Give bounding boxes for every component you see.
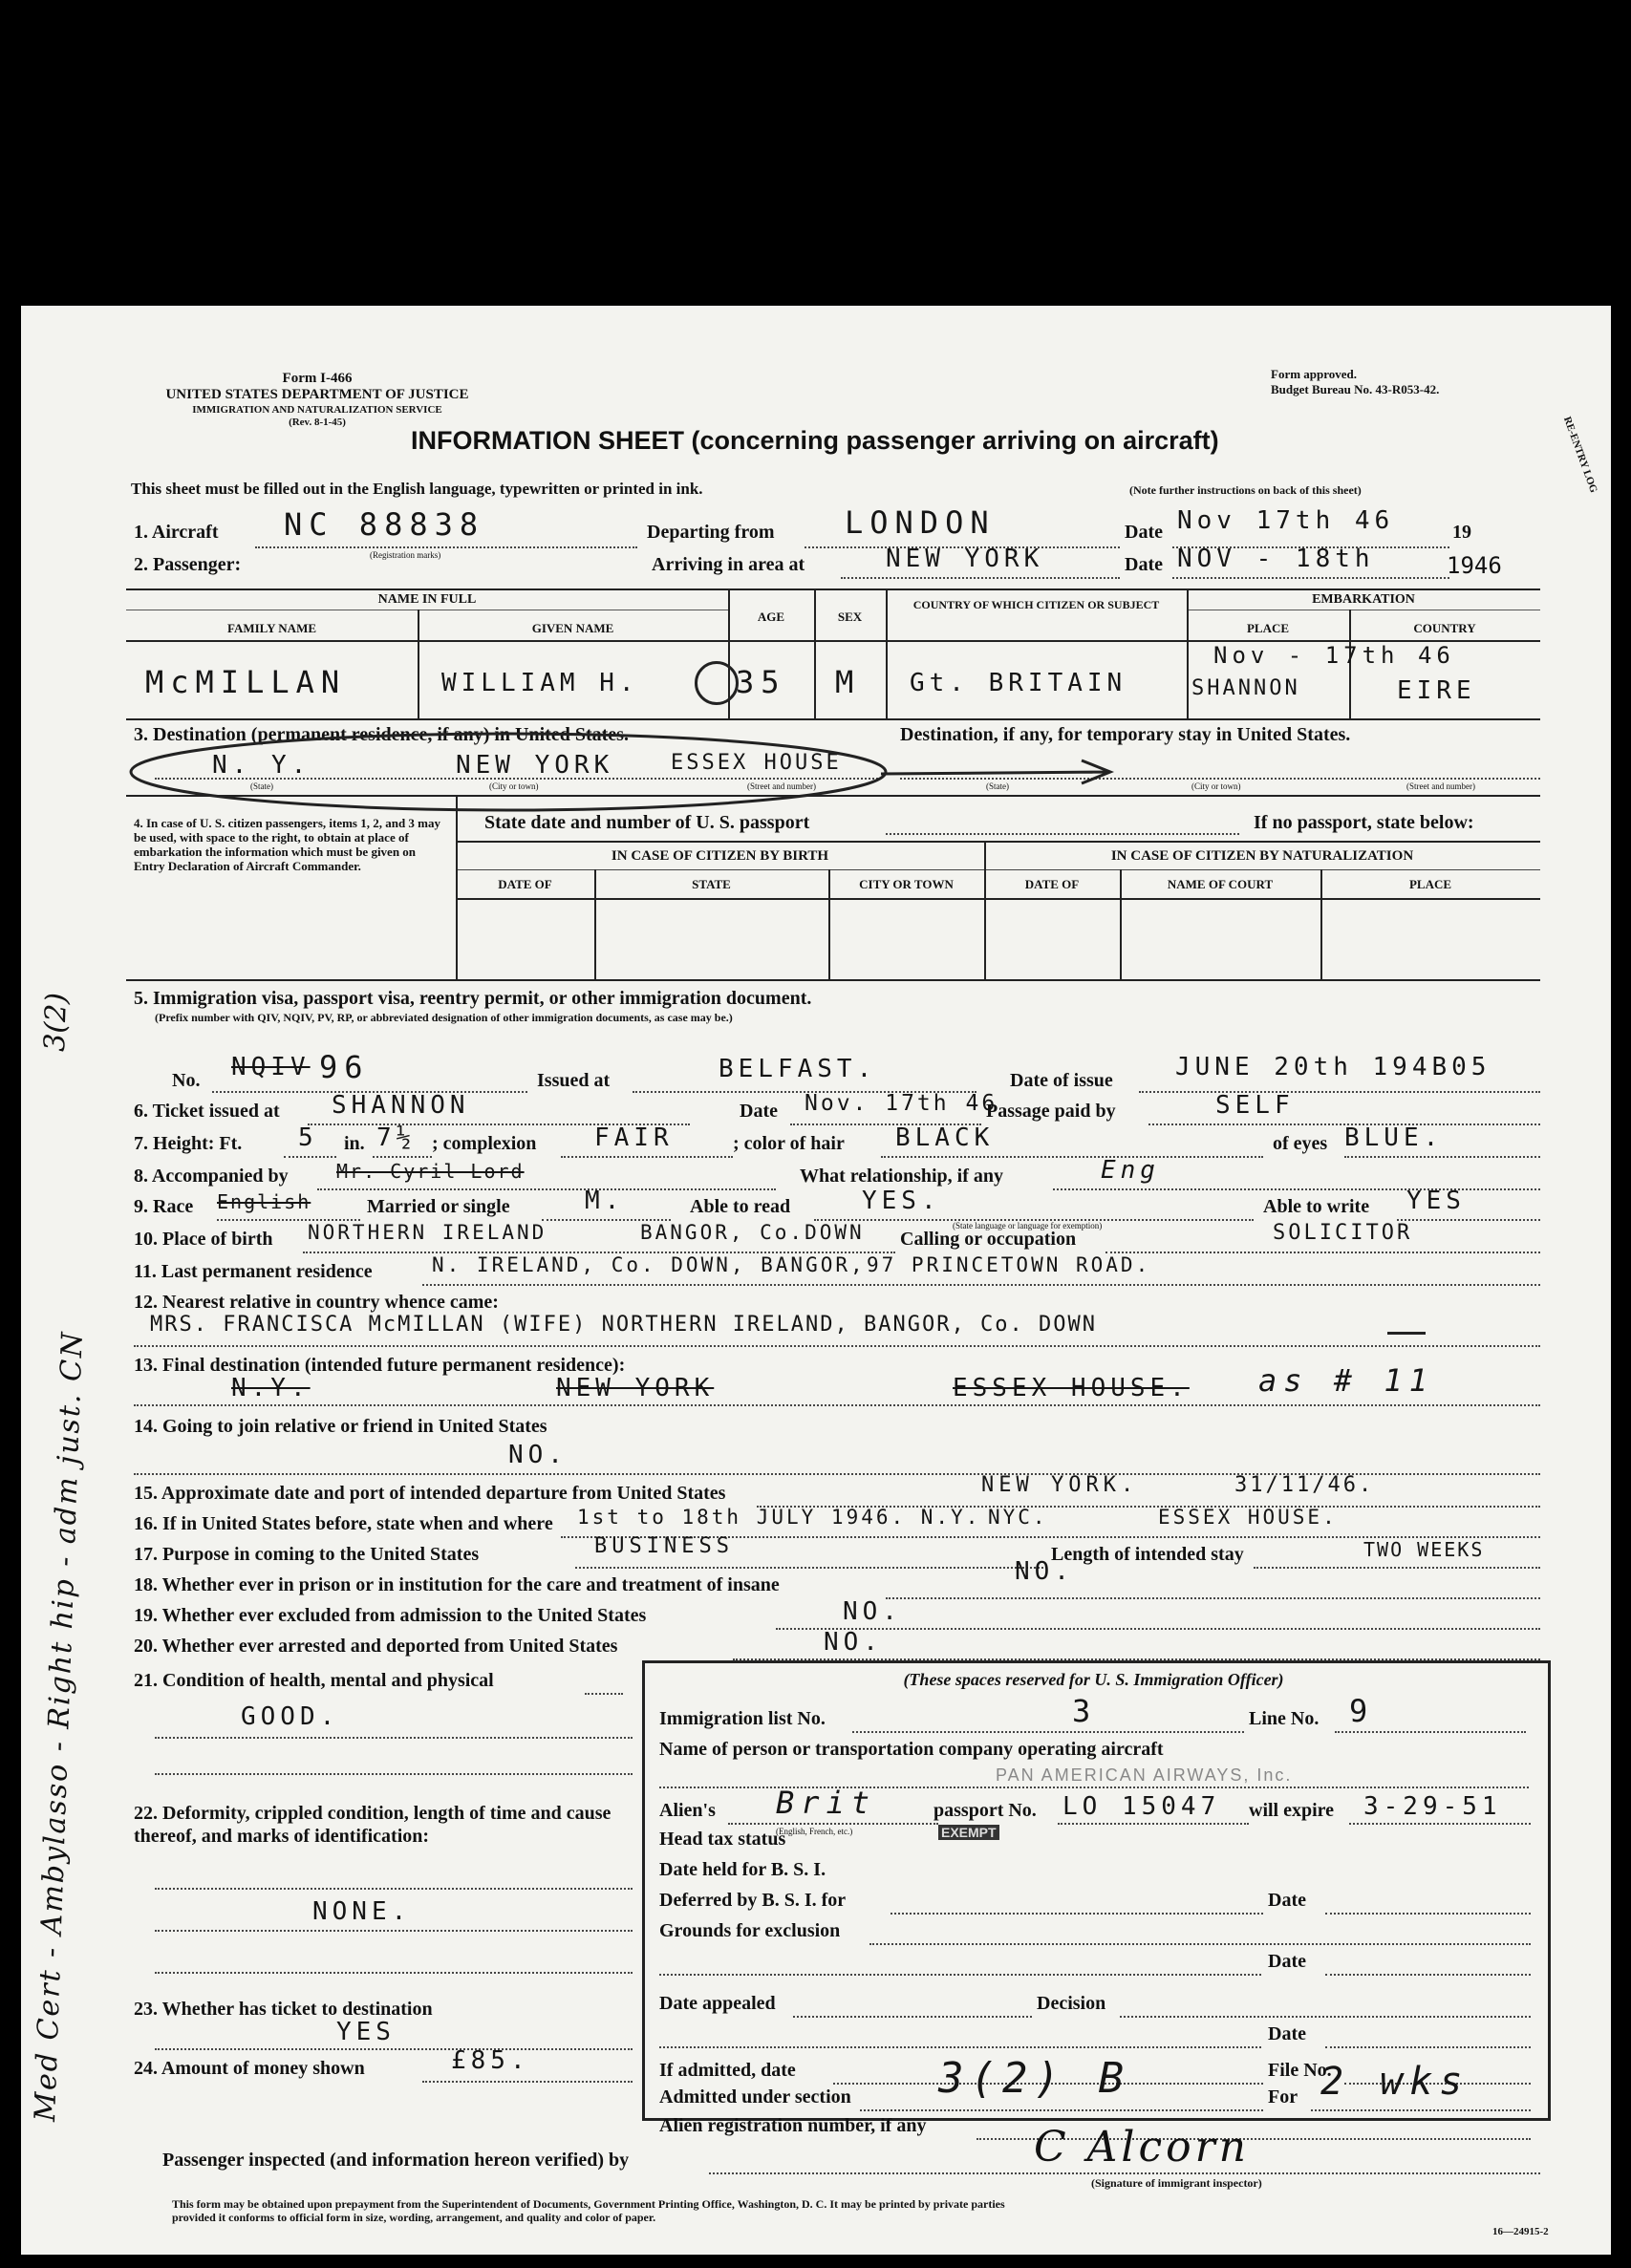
item7-in-label: in. [344,1133,365,1154]
margin-note: Med Cert - Ambylasso - Right hip - adm just. CN [29,1330,90,2123]
item9-sub: (State language or language for exemption) [953,1221,1103,1230]
arriving-label: Arriving in area at [652,554,805,575]
item19-label: 19. Whether ever excluded from admission to the United States [134,1605,647,1626]
citizen-header: COUNTRY OF WHICH CITIZEN OR SUBJECT [912,598,1160,611]
grounds-date-label: Date [1268,1951,1306,1972]
item7-ft-value: 5 [298,1123,318,1152]
item7-hair-label: ; color of hair [733,1133,845,1154]
nopassport-label: If no passport, state below: [1254,812,1474,833]
temp-city-sub: (City or town) [1191,781,1241,791]
dest-state-sub: (State) [250,781,273,791]
item15-value-b: 31/11/46. [1234,1473,1375,1497]
exempt-stamp: EXEMPT [938,1825,999,1840]
date2-value: NOV - 18th [1177,545,1375,573]
service: IMMIGRATION AND NATURALIZATION SERVICE [192,404,442,416]
dest-street-sub: (Street and number) [747,781,816,791]
given-name-header: GIVEN NAME [531,621,614,635]
embarkation-header: EMBARKATION [1312,592,1415,607]
family-name-value: McMILLAN [145,664,347,700]
age-circle [695,661,739,705]
item7-eyes-value: BLUE. [1344,1123,1444,1152]
item17-length-value: TWO WEEKS [1363,1538,1485,1561]
age-header: AGE [757,610,785,624]
item6-value: SHANNON [332,1091,470,1120]
embark-date-value: Nov - 17th 46 [1213,642,1455,669]
visa-no-label: No. [172,1070,201,1091]
date-of-issue-value: JUNE 20th 194B05 [1175,1053,1492,1081]
instruction: This sheet must be filled out in the English language, typewritten or printed in ink. [131,480,703,498]
item5-label: 5. Immigration visa, passport visa, reentry permit, or other immigration document. [134,988,812,1009]
issued-at-label: Issued at [537,1070,611,1091]
item12-label: 12. Nearest relative in country whence came: [134,1292,499,1313]
item6-date-value: Nov. 17th 46 [805,1091,998,1116]
passenger-label: 2. Passenger: [134,554,242,575]
date-of-issue-label: Date of issue [1010,1070,1113,1091]
file-value: 2 wks [1320,2060,1470,2104]
item13-city: NEW YORK [556,1374,715,1402]
dest-city-value: NEW YORK [456,751,614,780]
item6-paid-value: SELF [1215,1091,1295,1120]
birth-state-header: STATE [692,877,731,891]
item7-eyes-label: of eyes [1273,1133,1328,1154]
deferred-date-label: Date [1268,1890,1306,1911]
aircraft-value: NC 88838 [284,506,485,543]
item7-label: 7. Height: Ft. [134,1133,243,1154]
budget-bureau: Budget Bureau No. 43-R053-42. [1271,382,1440,396]
appealed-label: Date appealed [659,1993,776,2014]
item18-value: NO. [1015,1557,1074,1586]
item10-occupation-label: Calling or occupation [900,1229,1077,1250]
item17-value: BUSINESS [594,1534,734,1558]
dest-state-value: N. Y. [212,751,311,780]
item24-value: £85. [451,2046,530,2075]
item14-label: 14. Going to join relative or friend in United States [134,1416,547,1437]
item8-rel-label: What relationship, if any [800,1166,1003,1187]
handwritten-oval-arrow [117,730,1168,816]
grounds-label: Grounds for exclusion [659,1920,841,1941]
deferred-label: Deferred by B. S. I. for [659,1890,847,1911]
form-approved: Form approved. [1271,367,1358,381]
item11-label: 11. Last permanent residence [134,1261,373,1282]
item20-value: NO. [824,1628,883,1657]
item11-value: N. IRELAND, Co. DOWN, BANGOR, [432,1253,866,1276]
item16-value-b: NYC. [988,1506,1048,1529]
item22-label: 22. Deformity, crippled condition, length of time and cause thereof, and marks of identification: [134,1803,612,1847]
sex-header: SEX [837,610,863,624]
item13-street: ESSEX HOUSE. [953,1374,1190,1402]
item6-label: 6. Ticket issued at [134,1101,280,1122]
country-value: EIRE [1397,676,1476,705]
item13-state: N.Y. [231,1374,311,1402]
alien-label: Alien's [659,1800,716,1821]
item22-value: NONE. [312,1897,412,1926]
registration-label: Alien registration number, if any [659,2115,927,2136]
place-value: SHANNON [1191,676,1300,700]
item7-hair-value: BLACK [895,1123,995,1152]
item10-value: NORTHERN IRELAND [308,1221,547,1244]
birth-date-header: DATE OF [498,877,552,891]
item8-label: 8. Accompanied by [134,1166,289,1187]
item9-value: English [217,1190,311,1213]
item8-rel-mark: Eng [1101,1156,1160,1185]
birth-header: IN CASE OF CITIZEN BY BIRTH [611,848,829,864]
visa-no-struck: NQIV [231,1053,311,1081]
head-tax-label: Head tax status [659,1829,786,1850]
date1-value: Nov 17th 46 [1177,506,1395,535]
item19-value: NO. [843,1597,902,1626]
print-code: 16—24915-2 [1492,2226,1549,2237]
item5-sub: (Prefix number with QIV, NQIV, PV, RP, or abbreviated designation of other immigration documents, as case may be.) [155,1011,733,1024]
item24-label: 24. Amount of money shown [134,2058,365,2079]
inspector-signature: C Alcorn [1034,2123,1251,2172]
department: UNITED STATES DEPARTMENT OF JUSTICE [165,387,469,402]
dest-street-value: ESSEX HOUSE [671,751,842,775]
admitted-date-label: If admitted, date [659,2060,796,2081]
arriving-value: NEW YORK [886,545,1044,573]
item9-read-value: YES. [862,1187,941,1215]
fine-print-2: provided it conforms to official form in size, wording, arrangement, and quality and color of paper. [172,2211,656,2224]
temp-destination-label: Destination, if any, for temporary stay in United States. [900,724,1351,745]
departing-label: Departing from [647,522,775,543]
imm-list-value: 3 [1072,1693,1098,1729]
decision-label: Decision [1037,1993,1106,2014]
reentry-stamp: RE-ENTRY LOG [1560,415,1599,495]
item9-married-label: Married or single [367,1196,510,1217]
temp-street-sub: (Street and number) [1406,781,1475,791]
item6-paid-label: Passage paid by [986,1101,1116,1122]
held-label: Date held for B. S. I. [659,1859,826,1880]
sex-value: M [835,664,861,700]
item6-date-label: Date [740,1101,778,1122]
item10-value-b: BANGOR, Co.DOWN [640,1221,865,1244]
expire-value: 3-29-51 [1363,1792,1502,1821]
place-header: PLACE [1246,621,1290,635]
line-no-value: 9 [1349,1693,1375,1729]
item10-occupation-value: SOLICITOR [1273,1221,1413,1245]
age-value: 35 [736,664,786,700]
line-no-label: Line No. [1249,1708,1320,1729]
item9-married-value: M. [585,1187,625,1215]
inspected-label: Passenger inspected (and information hereon verified) by [162,2150,630,2171]
aircraft-sub: (Registration marks) [370,550,441,560]
operator-value: PAN AMERICAN AIRWAYS, Inc. [996,1765,1293,1785]
item11-value-b: 97 PRINCETOWN ROAD. [867,1253,1151,1276]
item13-as: as # 11 [1258,1362,1434,1399]
temp-state-sub: (State) [986,781,1009,791]
court-header: NAME OF COURT [1167,877,1274,891]
item23-value: YES [336,2018,396,2046]
item15-value: NEW YORK. [981,1473,1139,1497]
year1: 19 [1452,522,1471,543]
item17-length-label: Length of intended stay [1051,1544,1244,1565]
departing-value: LONDON [845,504,996,541]
item9-label: 9. Race [134,1196,194,1217]
item8-value: Mr. Cyril Lord [336,1160,525,1183]
passport-no-value: LO 15047 [1062,1792,1221,1821]
imm-list-label: Immigration list No. [659,1708,826,1729]
natur-date-header: DATE OF [1024,877,1080,891]
item7-complexion-value: FAIR [594,1123,674,1152]
form-title: INFORMATION SHEET (concerning passenger arriving on aircraft) [411,426,1219,455]
fine-print-1: This form may be obtained upon prepayment from the Superintendent of Documents, Government Printing Office, Washington, D. C. It may be printed by private parties [172,2197,1005,2211]
visa-no-value: 96 [319,1049,370,1085]
information-sheet [21,306,1611,2255]
item9-read-label: Able to read [690,1196,791,1217]
item7-in-value: 7½ [376,1123,417,1152]
item20-label: 20. Whether ever arrested and deported from United States [134,1636,618,1657]
section-label: Admitted under section [659,2086,851,2108]
aircraft-label: 1. Aircraft [134,522,219,543]
item18-label: 18. Whether ever in prison or in institution for the care and treatment of insane [134,1574,780,1595]
officer-title: (These spaces reserved for U. S. Immigration Officer) [903,1670,1284,1689]
natur-place-header: PLACE [1408,877,1452,891]
item15-label: 15. Approximate date and port of intended departure from United States [134,1483,726,1504]
destination-label: 3. Destination (permanent residence, if any) in United States. [134,724,629,745]
given-name-value: WILLIAM H. [441,669,639,697]
decision-date-label: Date [1268,2023,1306,2044]
revision: (Rev. 8-1-45) [289,417,346,428]
form-number: Form I-466 [282,371,353,386]
margin-mark: 3(2) [38,992,75,1053]
item13-label: 13. Final destination (intended future permanent residence): [134,1355,626,1376]
naturalization-header: IN CASE OF CITIZEN BY NATURALIZATION [1110,848,1414,864]
item16-label: 16. If in United States before, state when and where [134,1513,553,1534]
birth-city-header: CITY OR TOWN [859,877,954,891]
item12-value: MRS. FRANCISCA McMILLAN (WIFE) NORTHERN IRELAND, BANGOR, Co. DOWN [150,1313,1097,1337]
for-label: For [1268,2086,1298,2108]
item10-label: 10. Place of birth [134,1229,273,1250]
alien-sub: (English, French, etc.) [776,1827,853,1836]
name-in-full: NAME IN FULL [377,592,477,607]
item9-write-label: Able to write [1263,1196,1370,1217]
section-value: 3(2) B [938,2054,1130,2103]
signature-caption: (Signature of immigrant inspector) [1091,2176,1262,2190]
alien-value: Brit [776,1785,877,1821]
item9-write-value: YES [1406,1187,1466,1215]
item17-label: 17. Purpose in coming to the United States [134,1544,480,1565]
item23-label: 23. Whether has ticket to destination [134,1999,433,2020]
back-note: (Note further instructions on back of this sheet) [1129,483,1362,497]
item21-value: GOOD. [241,1702,340,1731]
file-no-label: File No. [1268,2060,1332,2081]
citizen-value: Gt. BRITAIN [910,669,1127,697]
family-name-header: FAMILY NAME [226,621,317,635]
passport-label: State date and number of U. S. passport [484,812,810,833]
country-header: COUNTRY [1413,621,1476,635]
item4-label: 4. In case of U. S. citizen passengers, items 1, 2, and 3 may be used, with space to the right, to obtain at place of embarkation the information which must be given on Entry Declaration of Aircraft Commander. [134,816,441,873]
expire-label: will expire [1249,1800,1335,1821]
item14-value: NO. [508,1441,568,1469]
passport-no-label: passport No. [934,1800,1037,1821]
item16-value-c: ESSEX HOUSE. [1158,1506,1338,1529]
item21-label: 21. Condition of health, mental and physical [134,1670,494,1691]
issued-at-value: BELFAST. [719,1055,877,1083]
dest-city-sub: (City or town) [489,781,539,791]
operator-label: Name of person or transportation company operating aircraft [659,1739,1164,1760]
date1-label: Date [1125,522,1163,543]
item16-value: 1st to 18th JULY 1946. N.Y. [577,1506,981,1529]
year2: 1946 [1447,552,1502,579]
date2-label: Date [1125,554,1163,575]
item7-complexion-label: ; complexion [432,1133,537,1154]
